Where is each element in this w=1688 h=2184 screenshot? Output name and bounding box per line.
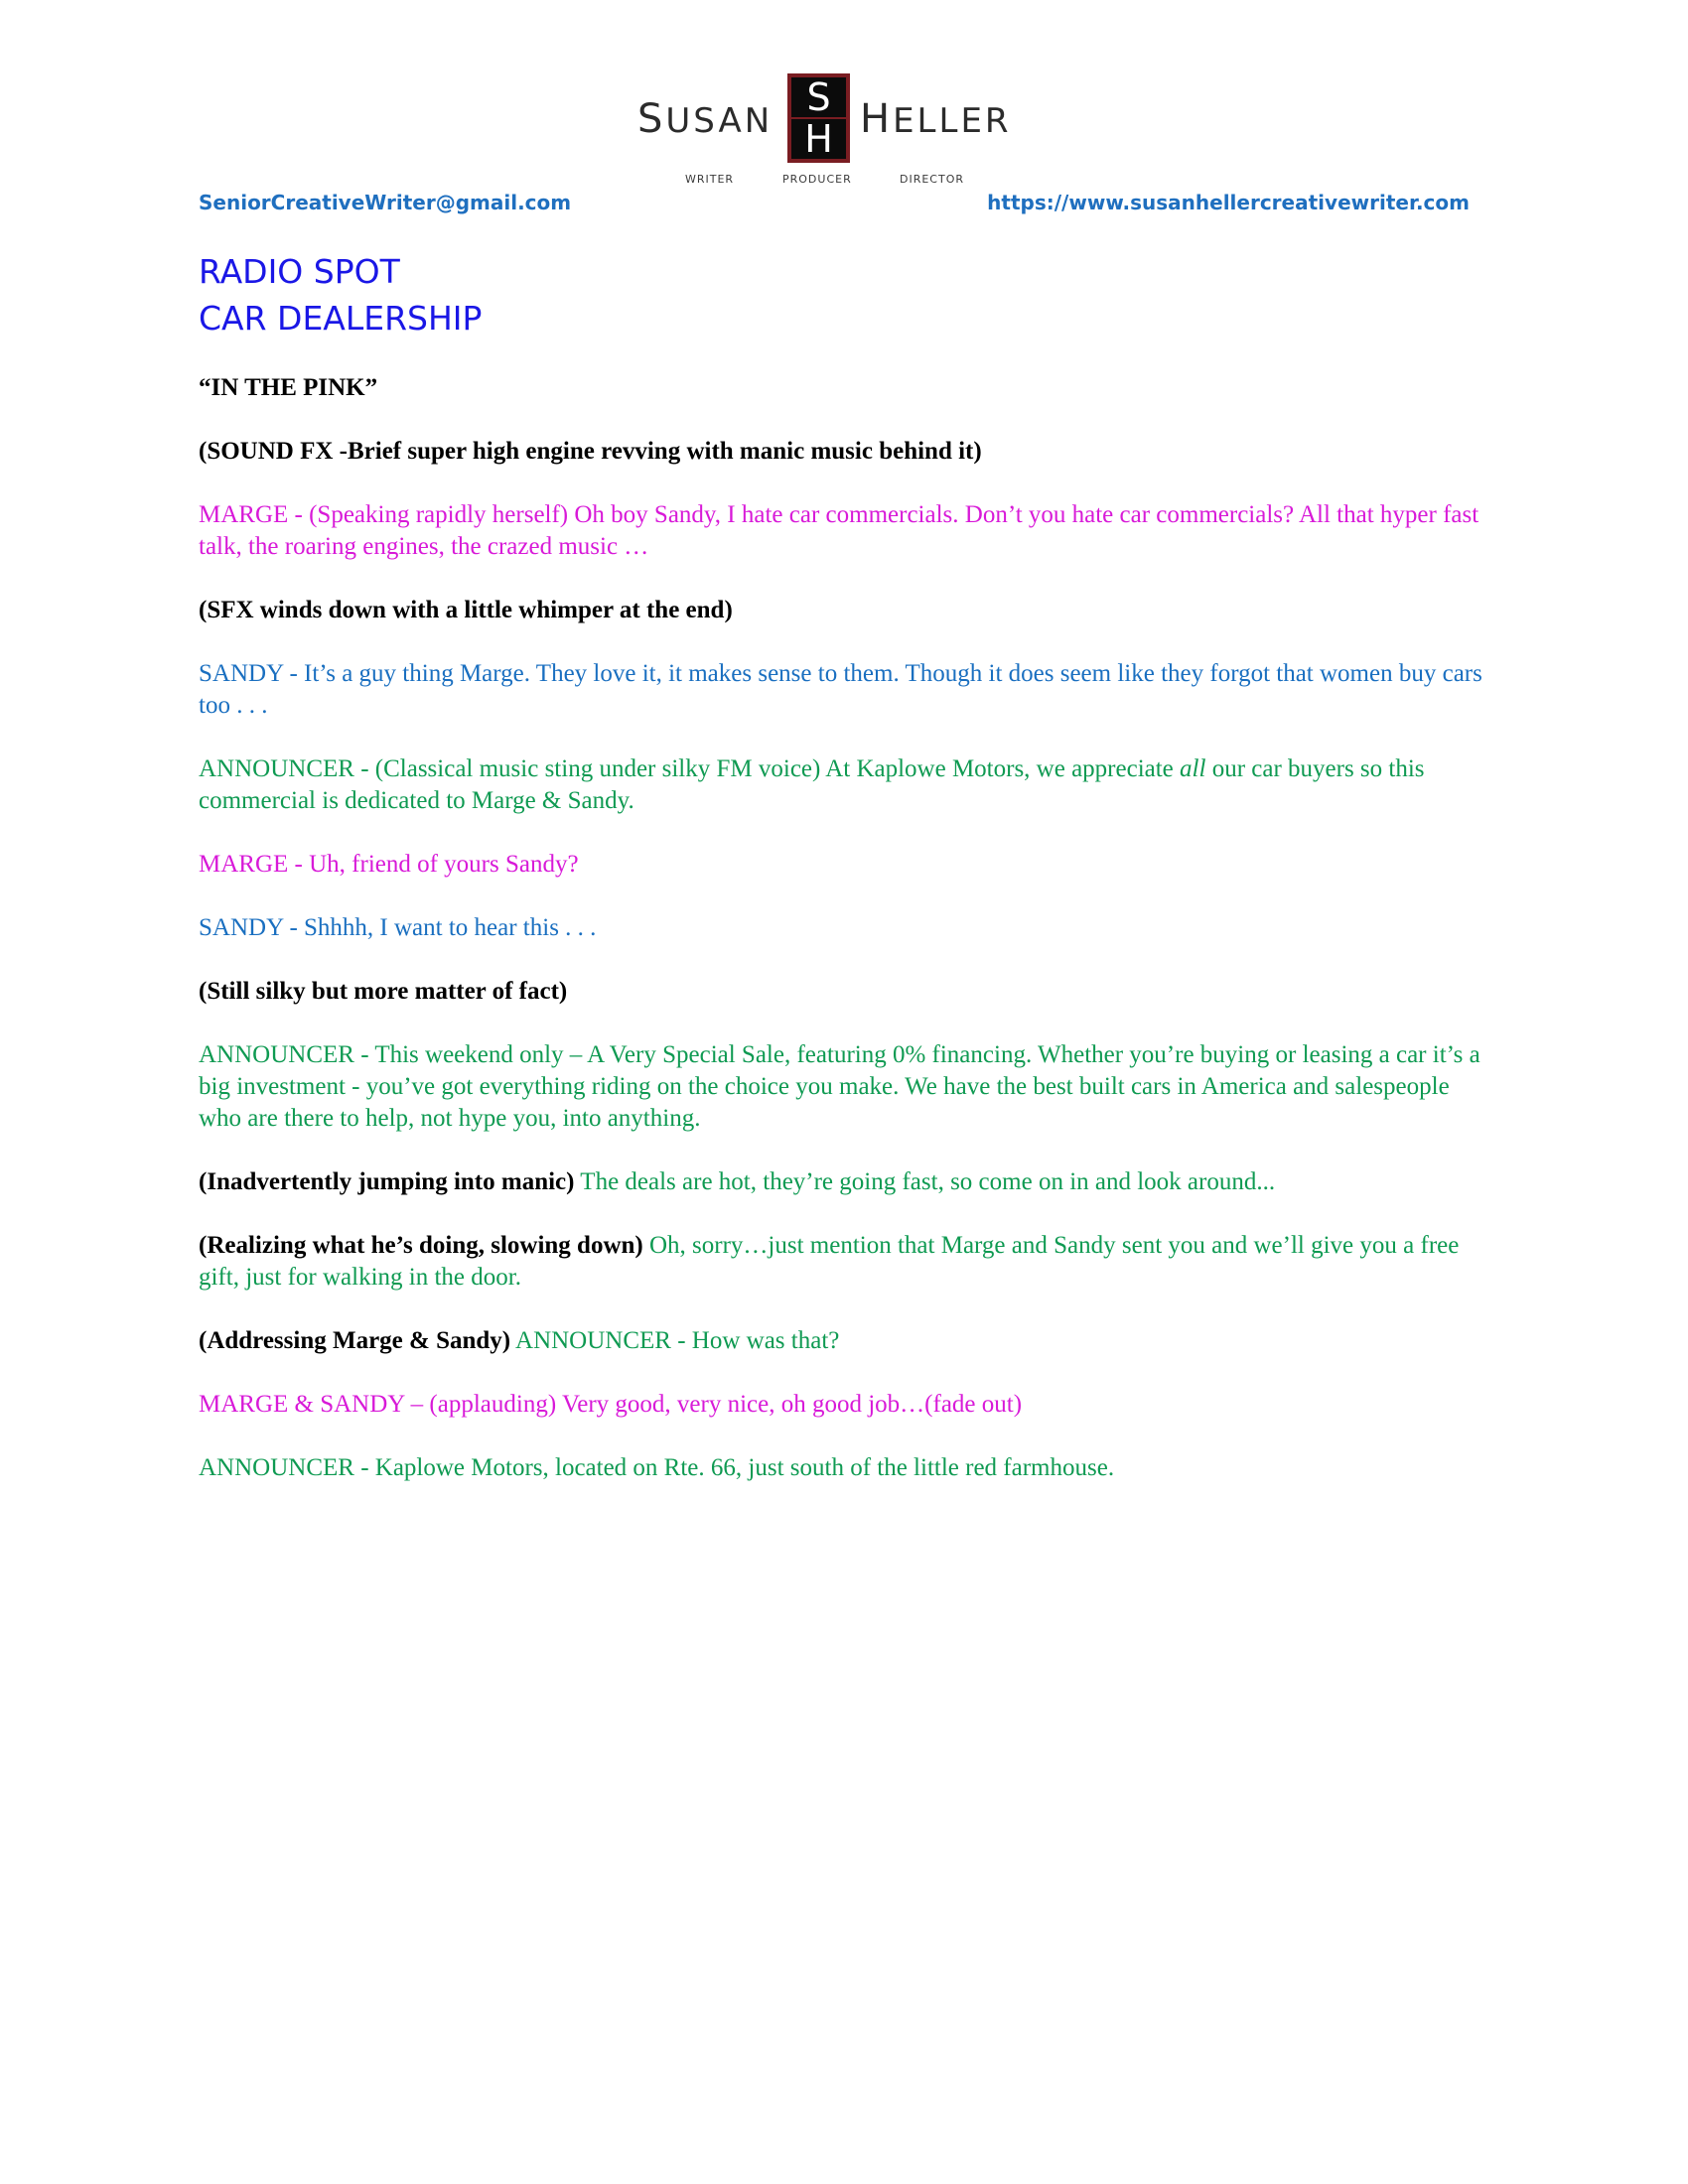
document-heading-car-dealership: CAR DEALERSHIP: [199, 299, 483, 338]
sandy-line: SANDY - It’s a guy thing Marge. They love it, it makes sense to them. Though it does seem like they forgot that women buy cars too . . .: [199, 660, 1482, 719]
radio-script-body: [199, 372, 1489, 1516]
marge-line: MARGE - (Speaking rapidly herself) Oh boy Sandy, I hate car commercials. Don’t you hate car commercials? All that hyper fast talk, the roaring engines, the crazed music …: [199, 501, 1479, 560]
logo-monogram: [787, 73, 850, 163]
contact-website-link[interactable]: https://www.susanhellercreativewriter.com: [987, 191, 1470, 214]
logo-word-susan: SUSAN: [637, 96, 774, 142]
contact-email-link[interactable]: SeniorCreativeWriter@gmail.com: [199, 191, 572, 214]
direction-with-line: [199, 1230, 1489, 1294]
logo-tagline-writer: WRITER: [685, 173, 735, 186]
announcer-closing-line: ANNOUNCER - Kaplowe Motors, located on Rte. 66, just south of the little red farmhouse.: [199, 1454, 1115, 1481]
direction-with-line: [199, 1325, 1489, 1357]
sandy-line: SANDY - Shhhh, I want to hear this . . .: [199, 914, 597, 941]
document-heading-radio-spot: RADIO SPOT: [199, 252, 400, 291]
stage-direction: (Addressing Marge & Sandy): [199, 1327, 511, 1354]
susan-heller-logo: [635, 69, 1023, 189]
announcer-line: [199, 753, 1489, 817]
direction-with-line: [199, 1166, 1489, 1198]
announcer-line: The deals are hot, they’re going fast, so come on in and look around...: [580, 1168, 1276, 1195]
announcer-line: ANNOUNCER - This weekend only – A Very Special Sale, featuring 0% financing. Whether you’re buying or leasing a car it’s a big investment - you’ve got everything riding on the choice you make. We have the best built cars in America and salespeople who are there to help, not hype you, into anything.: [199, 1041, 1480, 1132]
announcer-line-part: ANNOUNCER - (Classical music sting under silky FM voice) At Kaplowe Motors, we appreciate: [199, 755, 1181, 782]
marge-and-sandy-line: MARGE & SANDY – (applauding) Very good, very nice, oh good job…(fade out): [199, 1391, 1023, 1418]
logo-monogram-h: H: [791, 119, 846, 159]
sfx-direction: (SFX winds down with a little whimper at the end): [199, 597, 733, 623]
logo-tagline-producer: PRODUCER: [782, 173, 852, 186]
announcer-line: ANNOUNCER - How was that?: [515, 1327, 840, 1354]
announcer-line: Oh, sorry…just mention that Marge and Sandy sent you and we’ll give you a free gift, just for walking in the door.: [199, 1232, 1460, 1291]
stage-direction: (Still silky but more matter of fact): [199, 978, 568, 1005]
script-title: “IN THE PINK”: [199, 374, 378, 401]
stage-direction: (Realizing what he’s doing, slowing down): [199, 1232, 643, 1259]
announcer-line-emphasis: all: [1180, 755, 1206, 782]
announcer-line-part: our car buyers so this commercial is dedicated to Marge & Sandy.: [199, 755, 1425, 814]
logo-word-heller: HELLER: [860, 96, 1012, 142]
sound-fx-direction: (SOUND FX -Brief super high engine revving with manic music behind it): [199, 438, 982, 465]
marge-line: MARGE - Uh, friend of yours Sandy?: [199, 851, 579, 878]
logo-tagline-director: DIRECTOR: [900, 173, 965, 186]
stage-direction: (Inadvertently jumping into manic): [199, 1168, 575, 1195]
logo-monogram-s: S: [791, 77, 846, 117]
